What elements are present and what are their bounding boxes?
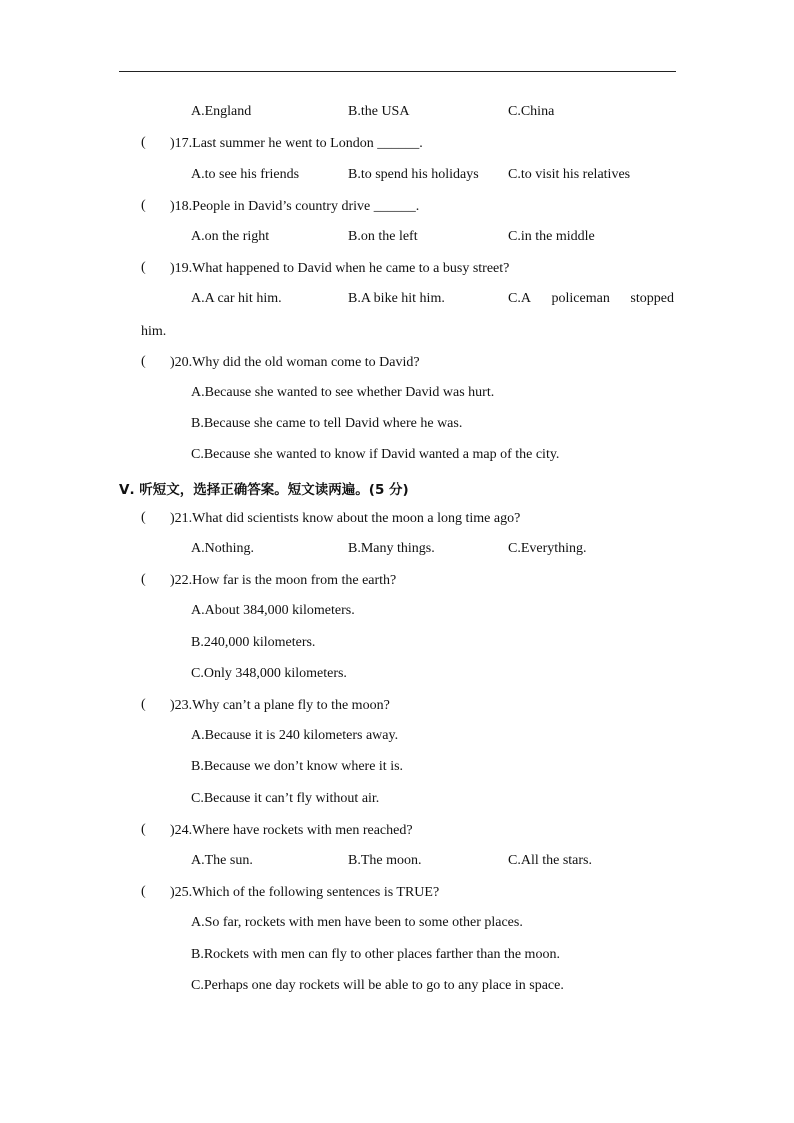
q16-option-b: B.the USA xyxy=(348,104,410,119)
q25-option-a: A.So far, rockets with men have been to some other places. xyxy=(191,915,523,930)
q22-question: )22.How far is the moon from the earth? xyxy=(170,573,397,588)
section-5-heading: Ⅴ. 听短文，选择正确答案。短文读两遍。(5 分) xyxy=(119,482,409,498)
q24-question: )24.Where have rockets with men reached? xyxy=(170,823,413,838)
q17-option-c: C.to visit his relatives xyxy=(508,167,631,182)
q20-option-a: A.Because she wanted to see whether David was hurt. xyxy=(191,385,495,400)
q17-option-b: B.to spend his holidays xyxy=(348,167,479,182)
q17-answer-blank: ( xyxy=(141,135,146,150)
q23-option-a: A.Because it is 240 kilometers away. xyxy=(191,728,399,743)
q20-answer-blank: ( xyxy=(141,354,146,369)
q25-question: )25.Which of the following sentences is TRUE? xyxy=(170,885,440,900)
header-rule xyxy=(119,71,676,72)
q18-option-b: B.on the left xyxy=(348,229,418,244)
q19-question: )19.What happened to David when he came to a busy street? xyxy=(170,261,510,276)
q18-option-a: A.on the right xyxy=(191,229,270,244)
q24-option-c: C.All the stars. xyxy=(508,853,592,868)
q20-question: )20.Why did the old woman come to David? xyxy=(170,355,420,370)
q23-option-b: B.Because we don’t know where it is. xyxy=(191,759,404,774)
q21-option-a: A.Nothing. xyxy=(191,541,254,556)
q24-answer-blank: ( xyxy=(141,822,146,837)
q19-option-c-part1: C.A xyxy=(508,291,531,306)
q24-option-b: B.The moon. xyxy=(348,853,422,868)
q21-question: )21.What did scientists know about the moon a long time ago? xyxy=(170,511,521,526)
q21-answer-blank: ( xyxy=(141,510,146,525)
q19-option-c-wrap: him. xyxy=(141,324,167,339)
q21-option-c: C.Everything. xyxy=(508,541,587,556)
q19-option-c-part3: stopped xyxy=(630,291,674,306)
q25-answer-blank: ( xyxy=(141,884,146,899)
q18-question: )18.People in David’s country drive ______. xyxy=(170,199,420,214)
q22-option-b: B.240,000 kilometers. xyxy=(191,635,316,650)
q19-option-a: A.A car hit him. xyxy=(191,291,282,306)
q20-option-b: B.Because she came to tell David where he was. xyxy=(191,416,463,431)
q23-question: )23.Why can’t a plane fly to the moon? xyxy=(170,698,390,713)
q25-option-b: B.Rockets with men can fly to other places farther than the moon. xyxy=(191,947,560,962)
q25-option-c: C.Perhaps one day rockets will be able to go to any place in space. xyxy=(191,978,564,993)
q19-option-b: B.A bike hit him. xyxy=(348,291,445,306)
q20-option-c: C.Because she wanted to know if David wanted a map of the city. xyxy=(191,447,560,462)
q23-option-c: C.Because it can’t fly without air. xyxy=(191,791,380,806)
q16-option-a: A.England xyxy=(191,104,252,119)
q24-option-a: A.The sun. xyxy=(191,853,253,868)
q22-answer-blank: ( xyxy=(141,572,146,587)
q22-option-a: A.About 384,000 kilometers. xyxy=(191,603,355,618)
q22-option-c: C.Only 348,000 kilometers. xyxy=(191,666,347,681)
q17-question: )17.Last summer he went to London ______. xyxy=(170,136,423,151)
q18-answer-blank: ( xyxy=(141,198,146,213)
q23-answer-blank: ( xyxy=(141,697,146,712)
q19-answer-blank: ( xyxy=(141,260,146,275)
q16-option-c: C.China xyxy=(508,104,555,119)
q18-option-c: C.in the middle xyxy=(508,229,595,244)
q21-option-b: B.Many things. xyxy=(348,541,435,556)
q17-option-a: A.to see his friends xyxy=(191,167,300,182)
q19-option-c-part2: policeman xyxy=(551,291,610,306)
q19-option-c xyxy=(508,291,674,307)
